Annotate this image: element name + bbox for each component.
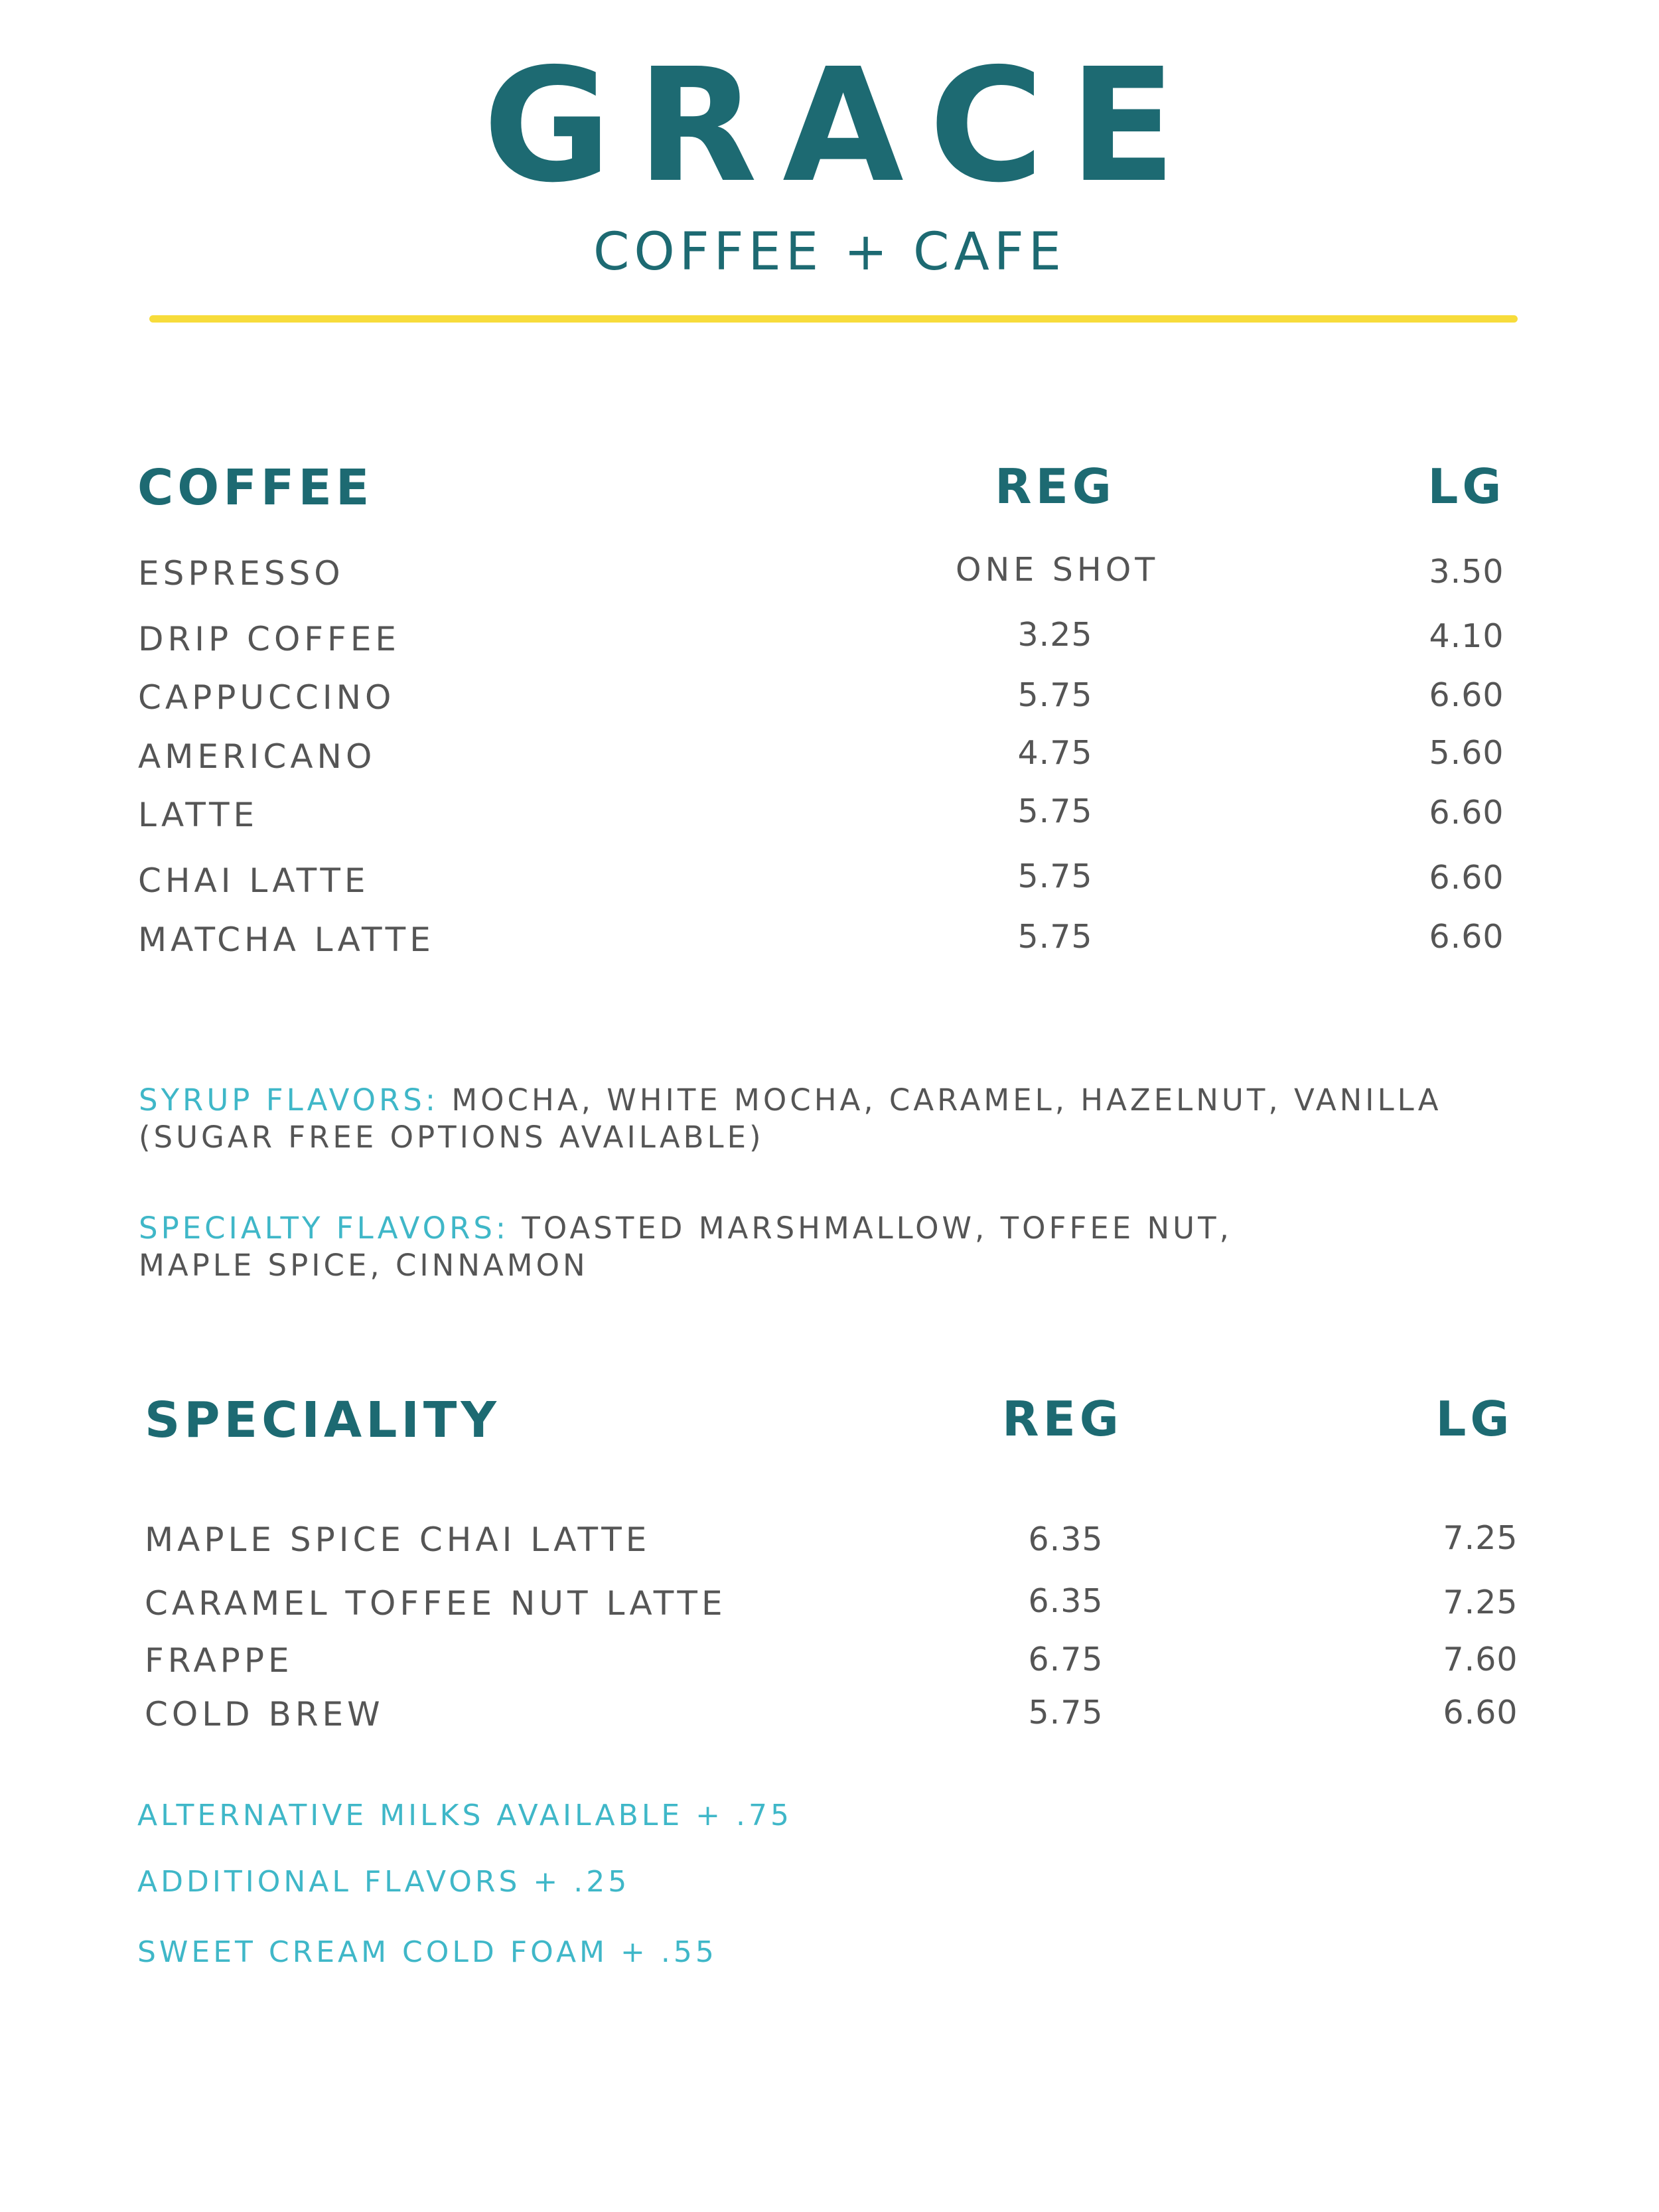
menu-item-lg-price: 7.25 [1443, 1519, 1518, 1557]
header-divider [149, 315, 1518, 323]
addon-cold-foam: SWEET CREAM COLD FOAM + .55 [137, 1935, 717, 1969]
menu-item-name: FRAPPE [145, 1641, 293, 1680]
menu-item-lg-price: 6.60 [1429, 918, 1504, 956]
menu-item-name: CARAMEL TOFFEE NUT LATTE [145, 1584, 727, 1623]
specialty-flavors-list: TOASTED MARSHMALLOW, TOFFEE NUT, [522, 1211, 1232, 1246]
coffee-reg-header: REG [995, 459, 1116, 514]
brand-logo-text: GRACE [482, 35, 1202, 217]
menu-item-name: DRIP COFFEE [138, 620, 401, 658]
menu-item-name: CHAI LATTE [138, 861, 370, 900]
menu-item-reg-price: 5.75 [1028, 1694, 1104, 1732]
menu-item-name: MAPLE SPICE CHAI LATTE [145, 1520, 651, 1559]
menu-item-reg-price: 6.75 [1028, 1641, 1104, 1678]
menu-item-lg-price: 5.60 [1429, 734, 1504, 772]
menu-item-name: ESPRESSO [138, 554, 344, 593]
sugar-free-note: (SUGAR FREE OPTIONS AVAILABLE) [139, 1120, 764, 1155]
syrup-flavors-line [139, 1082, 1442, 1119]
addon-alternative-milks: ALTERNATIVE MILKS AVAILABLE + .75 [137, 1799, 792, 1832]
syrup-flavors-list: MOCHA, WHITE MOCHA, CARAMEL, HAZELNUT, VANILLA [451, 1082, 1442, 1118]
menu-item-reg-price: 6.35 [1028, 1582, 1104, 1620]
menu-item-name: LATTE [138, 796, 259, 834]
menu-item-reg-price: 5.75 [1017, 857, 1093, 895]
addon-additional-flavors: ADDITIONAL FLAVORS + .25 [137, 1865, 630, 1899]
menu-item-name: AMERICANO [138, 737, 376, 776]
menu-item-lg-price: 7.60 [1443, 1641, 1518, 1678]
menu-item-name: CAPPUCCINO [138, 678, 396, 717]
menu-item-reg-price: 6.35 [1028, 1520, 1104, 1558]
brand-subtitle: COFFEE + CAFE [593, 222, 1066, 282]
menu-item-lg-price: 6.60 [1429, 794, 1504, 832]
specialty-flavors-list-cont: MAPLE SPICE, CINNAMON [139, 1248, 589, 1283]
menu-item-reg-price: 4.75 [1017, 734, 1093, 772]
menu-item-reg-price: 5.75 [1017, 918, 1093, 956]
specialty-flavors-line [139, 1210, 1232, 1247]
menu-item-lg-price: 4.10 [1429, 617, 1504, 655]
syrup-flavors-label: SYRUP FLAVORS: [139, 1082, 439, 1118]
menu-item-reg-price: ONE SHOT [956, 551, 1159, 589]
menu-item-name: MATCHA LATTE [138, 921, 435, 959]
coffee-section-title: COFFEE [137, 459, 374, 516]
menu-item-lg-price: 7.25 [1443, 1584, 1518, 1621]
menu-item-lg-price: 6.60 [1429, 676, 1504, 714]
menu-item-reg-price: 5.75 [1017, 792, 1093, 830]
menu-item-lg-price: 6.60 [1429, 859, 1504, 897]
speciality-reg-header: REG [1002, 1391, 1123, 1447]
menu-item-reg-price: 3.25 [1017, 616, 1093, 654]
menu-item-lg-price: 3.50 [1429, 553, 1504, 591]
menu-item-name: COLD BREW [145, 1695, 384, 1733]
menu-item-lg-price: 6.60 [1443, 1694, 1518, 1732]
speciality-section-title: SPECIALITY [145, 1392, 500, 1449]
speciality-lg-header: LG [1435, 1391, 1514, 1447]
coffee-lg-header: LG [1427, 459, 1506, 514]
specialty-flavors-label: SPECIALTY FLAVORS: [139, 1211, 510, 1246]
menu-item-reg-price: 5.75 [1017, 676, 1093, 714]
